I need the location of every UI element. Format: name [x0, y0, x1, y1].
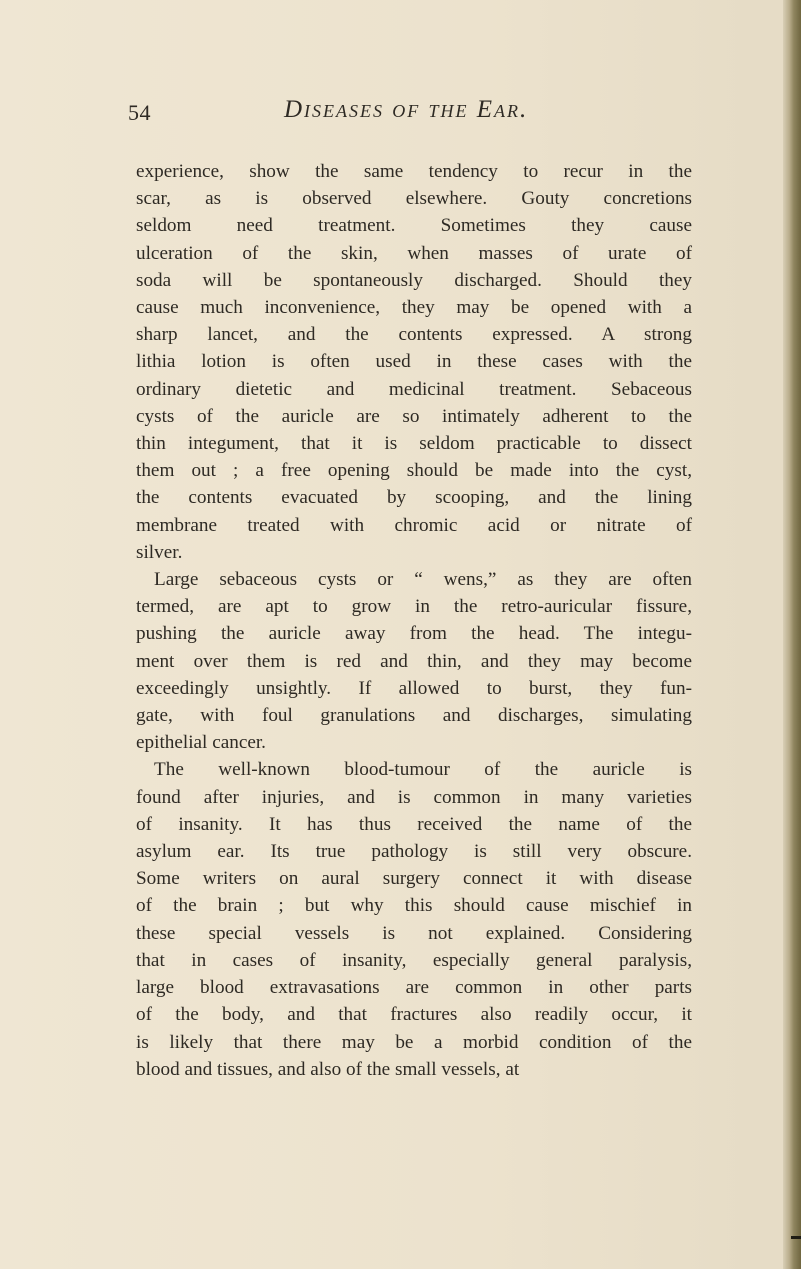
text-line: soda will be spontaneously discharged. Should they [136, 269, 692, 291]
paragraph [136, 756, 692, 1082]
text-line: large blood extravasations are common in other parts [136, 977, 692, 999]
text-line: termed, are apt to grow in the retro-auricular fissure, [136, 596, 692, 618]
paragraph [136, 158, 692, 566]
text-line: cause much inconvenience, they may be opened with a [136, 297, 692, 319]
text-line: gate, with foul granulations and discharges, simulating [136, 705, 692, 727]
text-line: lithia lotion is often used in these cases with the [136, 351, 692, 373]
text-line: scar, as is observed elsewhere. Gouty concretions [136, 188, 692, 210]
text-line: the contents evacuated by scooping, and the lining [136, 487, 692, 509]
paragraph [136, 566, 692, 756]
body-text [136, 158, 692, 1083]
text-line: pushing the auricle away from the head. The integu- [136, 623, 692, 645]
text-line: asylum ear. Its true pathology is still very obscure. [136, 841, 692, 863]
text-line: of insanity. It has thus received the name of the [136, 813, 692, 835]
text-line: sharp lancet, and the contents expressed. A strong [136, 324, 692, 346]
text-line: Some writers on aural surgery connect it with disease [136, 868, 692, 890]
page-number: 54 [128, 100, 151, 125]
text-line: these special vessels is not explained. Considering [136, 922, 692, 944]
text-line: that in cases of insanity, especially general paralysis, [136, 949, 692, 971]
text-line: exceedingly unsightly. If allowed to burst, they fun- [136, 677, 692, 699]
text-line: cysts of the auricle are so intimately adherent to the [136, 405, 692, 427]
text-line: of the body, and that fractures also readily occur, it [136, 1004, 692, 1026]
running-head [128, 96, 688, 132]
page-edge-shadow [783, 0, 801, 1269]
text-line: them out ; a free opening should be made into the cyst, [136, 460, 692, 482]
text-line: experience, show the same tendency to recur in the [136, 161, 692, 182]
text-line: ment over them is red and thin, and they may become [136, 650, 692, 672]
text-line: thin integument, that it is seldom practicable to dissect [136, 433, 692, 455]
text-line: blood and tissues, and also of the small vessels, at [136, 1058, 520, 1080]
text-line: membrane treated with chromic acid or nitrate of [136, 514, 692, 536]
text-line: Large sebaceous cysts or “ wens,” as they are often [154, 569, 692, 591]
text-line: is likely that there may be a morbid condition of the [136, 1031, 692, 1053]
text-line: found after injuries, and is common in many varieties [136, 786, 692, 808]
text-line: seldom need treatment. Sometimes they cause [136, 215, 692, 237]
running-head-title: Diseases of the Ear. [284, 96, 529, 123]
text-line: silver. [136, 541, 183, 563]
edge-mark [791, 1236, 801, 1239]
text-line: ordinary dietetic and medicinal treatment. Sebaceous [136, 378, 692, 400]
text-line: epithelial cancer. [136, 732, 266, 754]
text-line: ulceration of the skin, when masses of urate of [136, 242, 692, 264]
text-line: The well-known blood-tumour of the auricle is [154, 759, 692, 781]
text-line: of the brain ; but why this should cause mischief in [136, 895, 692, 917]
